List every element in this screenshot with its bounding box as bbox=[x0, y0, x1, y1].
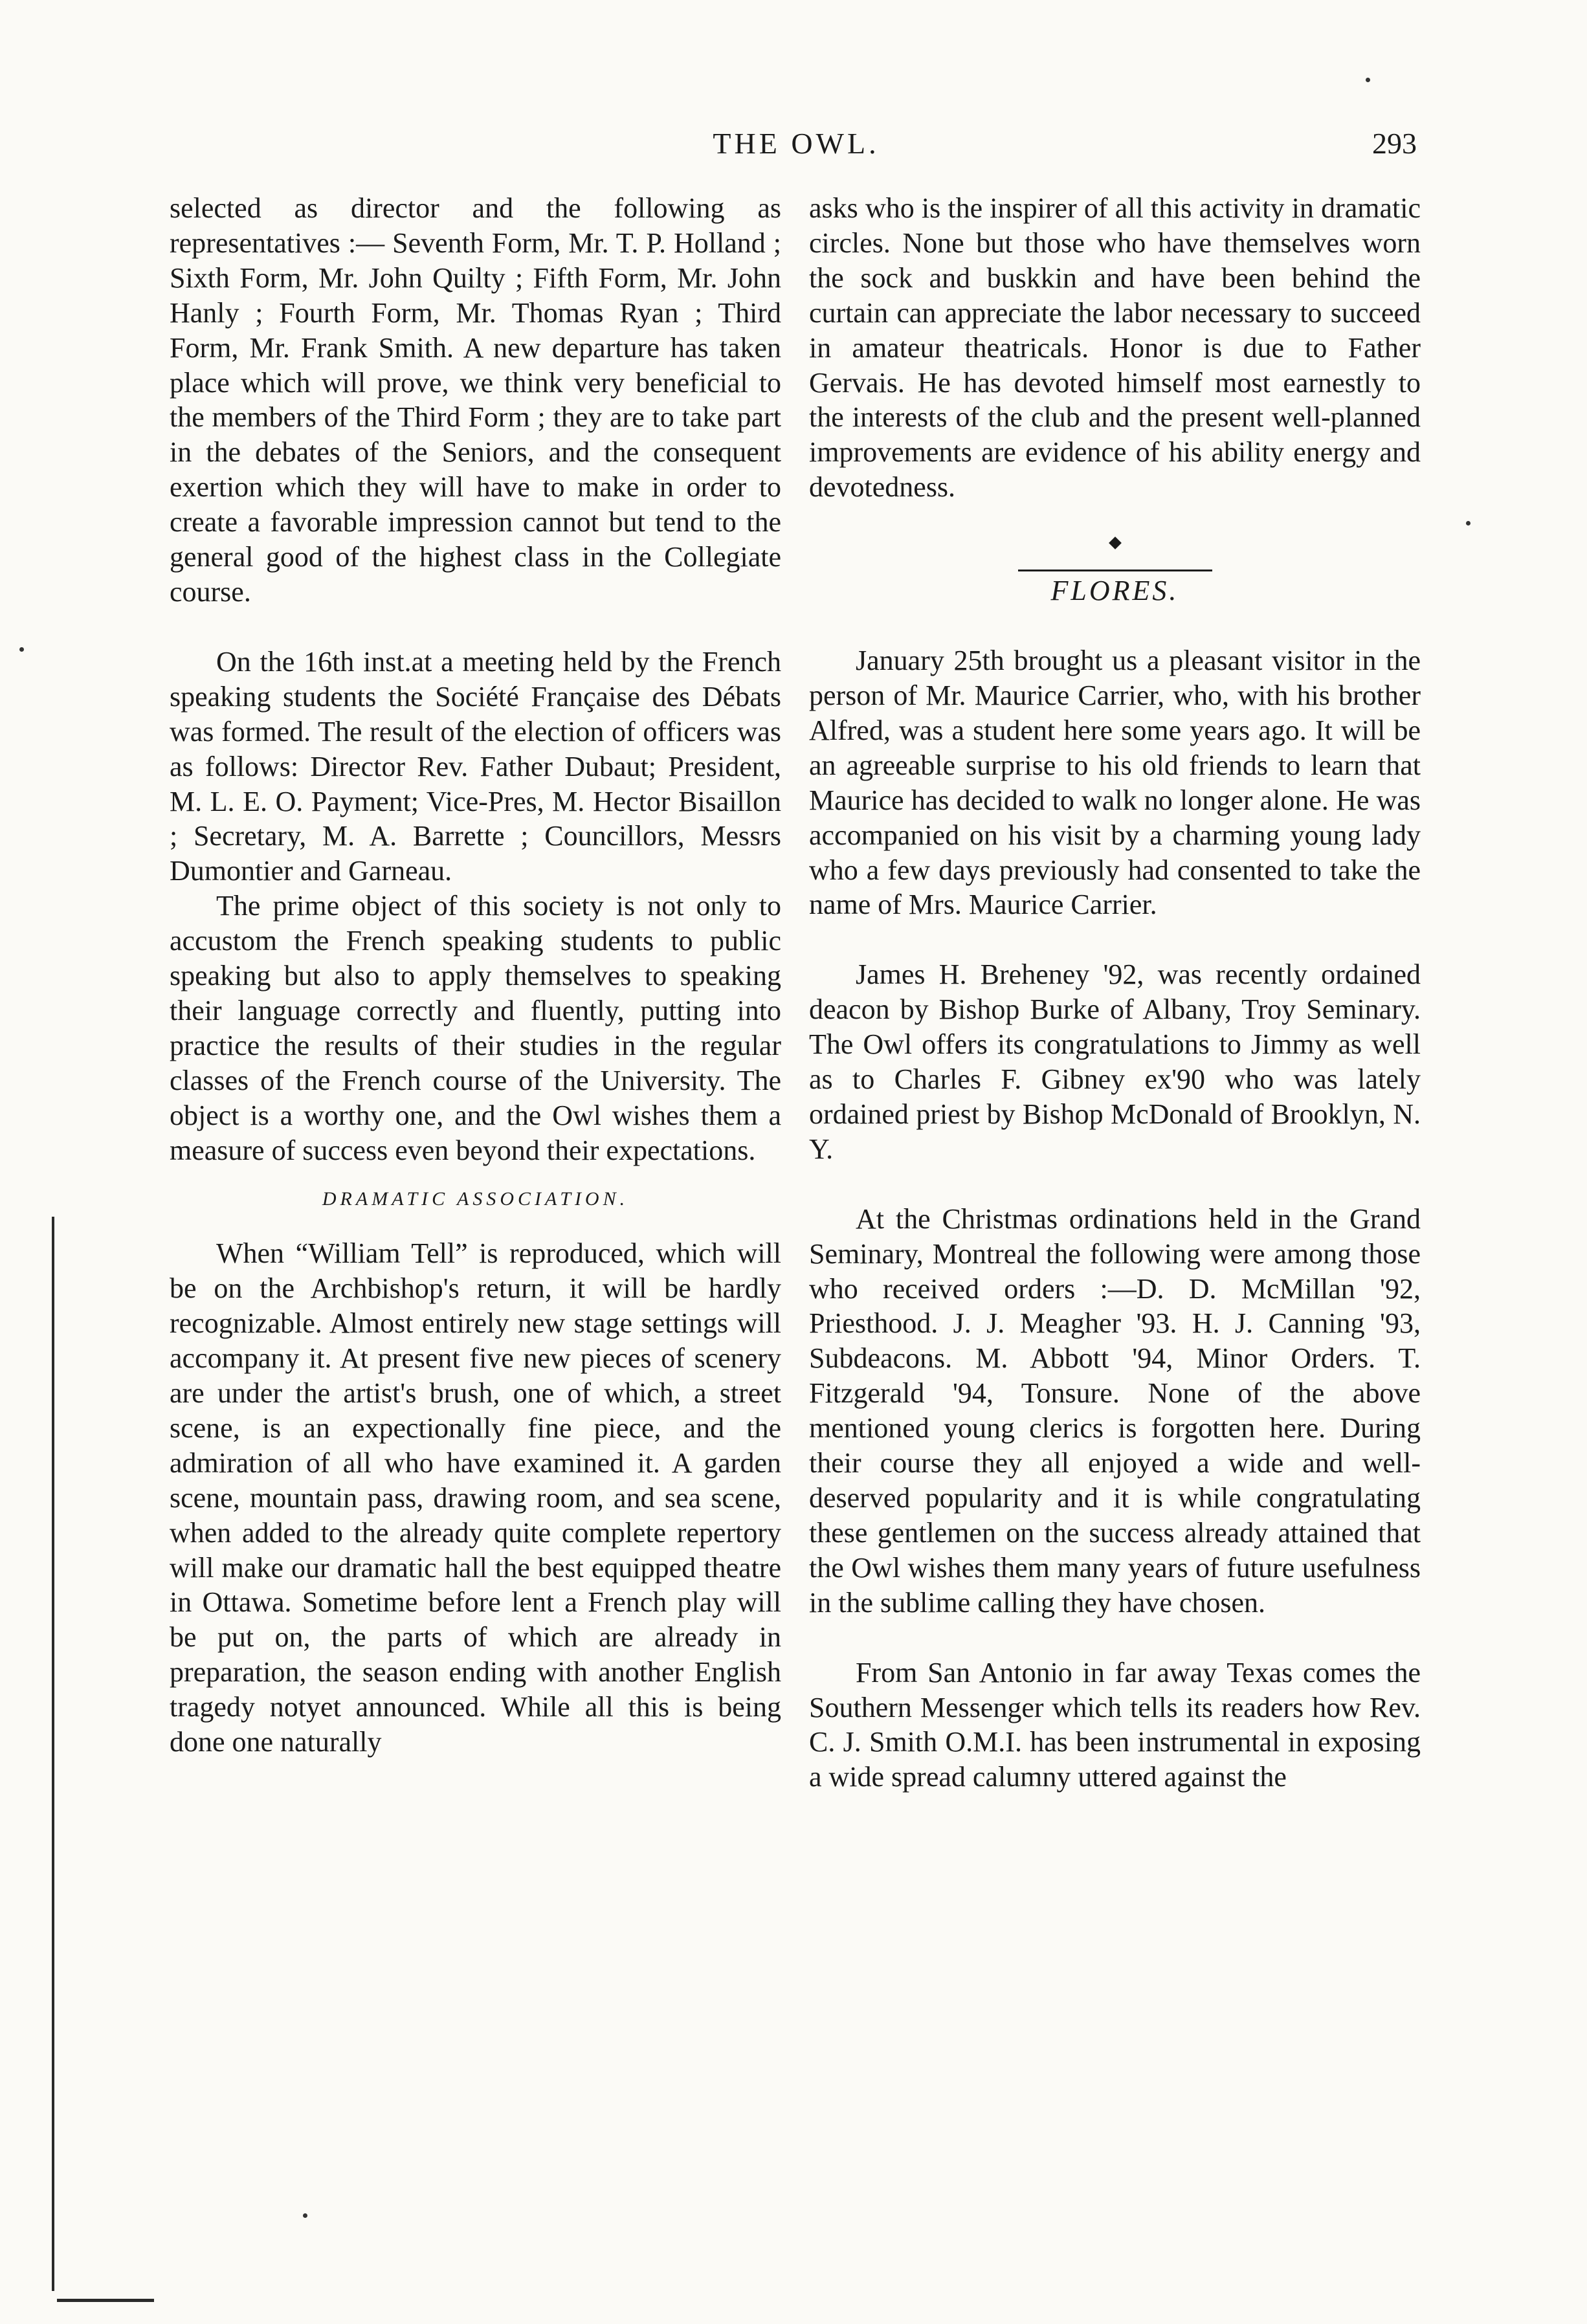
page-number: 293 bbox=[1372, 127, 1417, 160]
running-header: THE OWL. bbox=[713, 127, 880, 160]
paragraph-carrier-visit: January 25th brought us a pleasant visitor in the person of Mr. Maurice Carrier, who, with his brother Alfred, was a student here some years ago. It will be an agreeable surprise to his old friends to learn that Maurice has decided to walk no longer alone. He was accompanied on his visit by a charming young lady who a few days previously had consented to take the name of Mrs. Maurice Carrier. bbox=[809, 645, 1421, 921]
paragraph-form-representatives: selected as director and the following as representatives :— Seventh Form, Mr. T. P. Holland ; Sixth Form, Mr. John Quilty ; Fifth Form, Mr. John Hanly ; Fourth Form, Mr. Thomas Ryan ; Third Form, Mr. Frank Smith. A new departure has taken place which will prove, we think very beneficial to the members of the Third Form ; they are to take part in the debates of the Seniors, and the consequent exertion which they will have to make in order to create a favorable impression cannot but tend to the general good of the highest class in the Collegiate course. bbox=[170, 192, 781, 608]
scan-margin-mark bbox=[57, 2299, 154, 2302]
section-heading-dramatic: DRAMATIC ASSOCIATION. bbox=[322, 1188, 629, 1210]
paragraph-ordinations: At the Christmas ordinations held in the Grand Seminary, Montreal the following were among those who received orders :—D. D. McMillan '92, Priesthood. J. J. Meagher '93. H. J. Canning '93, Subdeacons. M. Abbott '94, Minor Orders. T. Fitzgerald '94, Tonsure. None of the above mentioned young clerics is forgotten here. During their course they all enjoyed a wide and well-deserved popularity and it is while congratulating these gentlemen on the success already attained that the Owl wishes them many years of future usefulness in the sublime calling they have chosen. bbox=[809, 1202, 1421, 1619]
paragraph-french-society: On the 16th inst.at a meeting held by the French speaking students the Société Française des Débats was formed. The result of the election of officers was as follows: Director Rev. Father Dubaut; President, M. L. E. O. Payment; Vice-Pres, M. Hector Bisaillon ; Secretary, M. A. Barrette ; Councillors, Messrs Dumontier and Garneau. bbox=[170, 645, 781, 887]
right-column bbox=[809, 191, 1421, 1795]
scan-speck bbox=[1366, 78, 1370, 82]
scan-speck bbox=[19, 647, 24, 652]
paragraph-breheney: James H. Breheney '92, was recently ordained deacon by Bishop Burke of Albany, Troy Seminary. The Owl offers its congratulations to Jimmy as well as to Charles F. Gibney ex'90 who was lately ordained priest by Bishop McDonald of Brooklyn, N. Y. bbox=[809, 958, 1421, 1165]
paragraph-william-tell: When “William Tell” is reproduced, which will be on the Archbishop's return, it will be hardly recognizable. Almost entirely new stage settings will accompany it. At present five new pieces of scenery are under the artist's brush, one of which, a street scene, is an expectionally fine piece, and the admiration of all who have examined it. A garden scene, mountain pass, drawing room, and sea scene, when added to the already quite complete repertory will make our dramatic hall the best equipped theatre in Ottawa. Sometime before lent a French play will be put on, the parts of which are already in preparation, the season ending with another English tragedy notyet announced. While all this is being done one naturally bbox=[170, 1237, 781, 1758]
ornamental-rule bbox=[809, 541, 1421, 567]
diamond-icon bbox=[1109, 537, 1122, 549]
scan-speck bbox=[303, 2213, 307, 2218]
scan-speck bbox=[1466, 521, 1470, 526]
section-heading-flores: FLORES. bbox=[1050, 575, 1179, 607]
paragraph-inspirer: asks who is the inspirer of all this activity in dramatic circles. None but those who have themselves worn the sock and buskkin and have been behind the curtain can appreciate the labor necessary to succeed in amateur theatricals. Honor is due to Father Gervais. He has devoted himself most earnestly to the interests of the club and the present well-planned improvements are evidence of his ability energy and devotedness. bbox=[809, 192, 1421, 504]
left-column bbox=[170, 191, 781, 1760]
paragraph-society-object: The prime object of this society is not only to accustom the French speaking students to public speaking but also to apply themselves to speaking their language correctly and fluently, putting into practice the results of their studies in the regular classes of the French course of the University. The object is a worthy one, and the Owl wishes them a measure of success even beyond their expectations. bbox=[170, 890, 781, 1166]
paragraph-san-antonio: From San Antonio in far away Texas comes the Southern Messenger which tells its readers how Rev. C. J. Smith O.M.I. has been instrumental in exposing a wide spread calumny uttered against the bbox=[809, 1656, 1421, 1793]
scan-margin-line bbox=[52, 1217, 54, 2291]
